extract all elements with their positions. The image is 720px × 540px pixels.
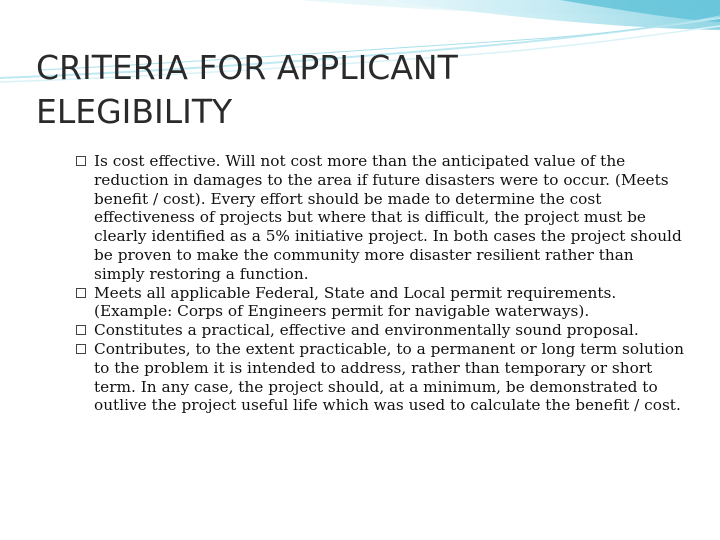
title-line-1: CRITERIA FOR APPLICANT xyxy=(36,48,458,87)
bullet-box-icon xyxy=(76,344,86,354)
bullet-box-icon xyxy=(76,156,86,166)
bullet-item xyxy=(74,152,684,284)
bullet-text: Constitutes a practical, effective and environmentally sound proposal. xyxy=(94,321,639,340)
title-line-2: ELEGIBILITY xyxy=(36,92,233,131)
bullet-item xyxy=(74,284,684,322)
bullet-box-icon xyxy=(76,288,86,298)
bullet-item xyxy=(74,321,684,340)
bullet-list xyxy=(74,152,684,415)
bullet-item xyxy=(74,340,684,415)
bullet-text: Contributes, to the extent practicable, to a permanent or long term solution to the problem it is intended to address, rather than temporary or short term. In any case, the project should, at a minimum, be demonstrated to outlive the project useful life which was used to calculate the benefit / cost. xyxy=(94,339,684,415)
bullet-text: Meets all applicable Federal, State and Local permit requirements. (Example: Corps of Engineers permit for navigable waterways). xyxy=(94,283,617,321)
bullet-box-icon xyxy=(76,325,86,335)
slide-title xyxy=(36,46,676,134)
bullet-text: Is cost effective. Will not cost more than the anticipated value of the reduction in damages to the area if future disasters were to occur. (Meets benefit / cost). Every effort should be made to determine the cost effectiveness of projects but where that is difficult, the project must be clearly identified as a 5% initiative project. In both cases the project should be proven to make the community more disaster resilient rather than simply restoring a function. xyxy=(94,152,682,283)
